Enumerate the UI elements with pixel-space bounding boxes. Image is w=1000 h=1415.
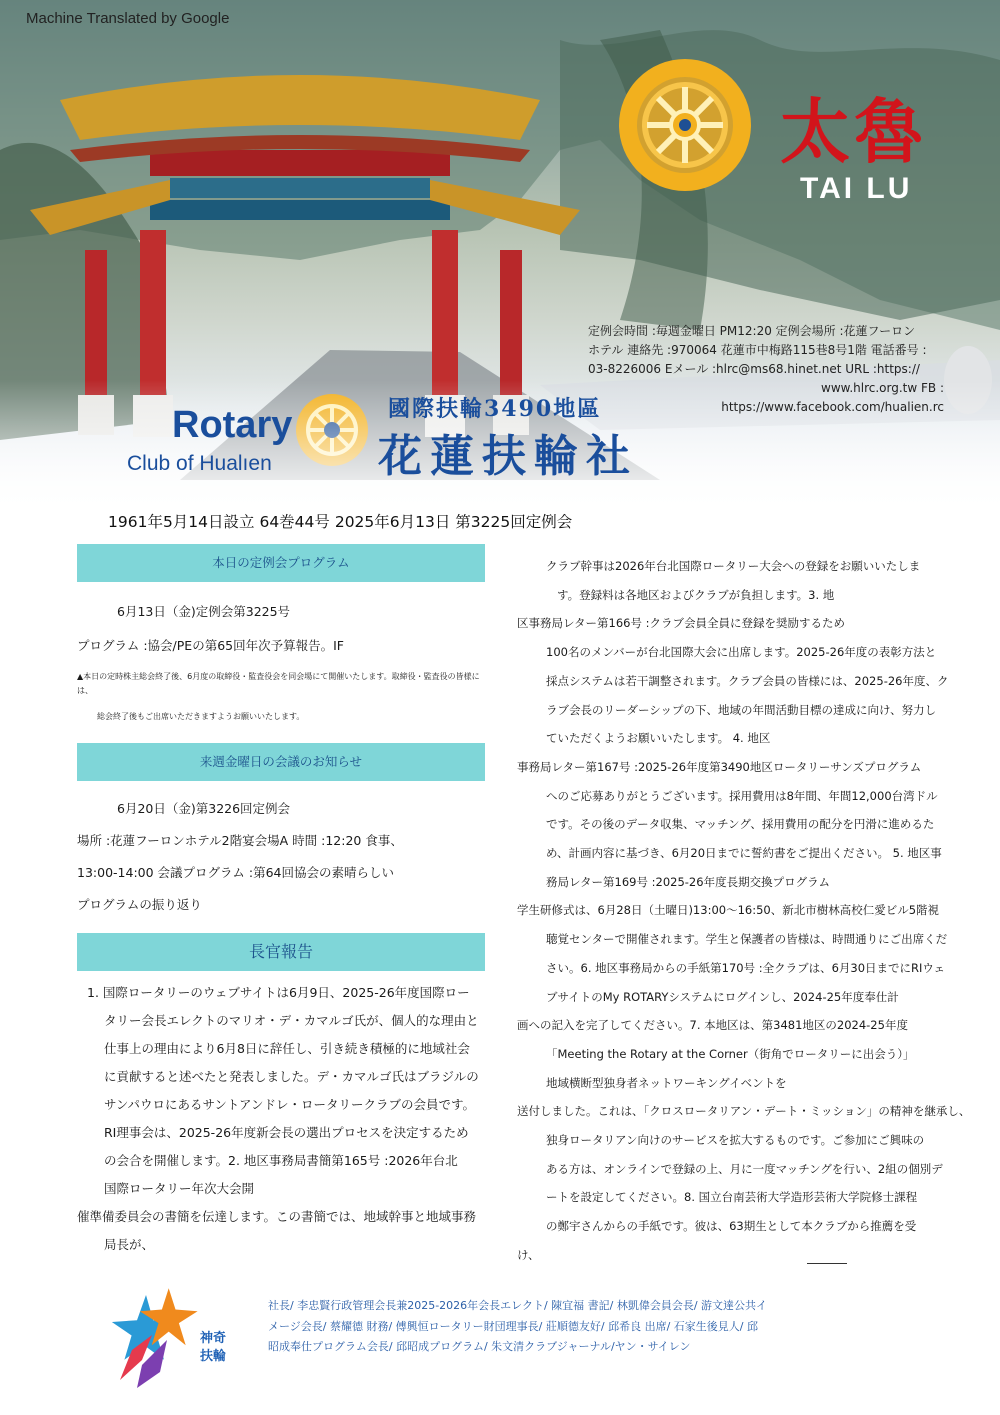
today-note: ▲本日の定時株主総会終了後、6月度の取締役・監査役会を同会場にて開催いたします。取締役・監査役の皆様には、 bbox=[77, 672, 480, 695]
newsletter-title-latin: TAI LU bbox=[800, 172, 913, 205]
newsletter-title-cjk: 太魯 bbox=[780, 90, 928, 173]
report-line: サンパウロにあるサントアンドレ・ロータリークラブの会員です。 bbox=[104, 1097, 476, 1112]
meeting-info-line: 定例会時間 :毎週金曜日 PM12:20 定例会場所 :花蓮フーロン bbox=[588, 324, 916, 338]
machine-translation-label: Machine Translated by Google bbox=[26, 10, 230, 27]
report-line: ラブ会長のリーダーシップの下、地域の年間活動目標の達成に向け、努力し bbox=[546, 702, 937, 717]
report-line: 画への記入を完了してください。7. 本地区は、第3481地区の2024-25年度 bbox=[517, 1018, 908, 1033]
report-line: 事務局レター第167号 :2025-26年度第3490地区ロータリーサンズプログラム bbox=[517, 759, 922, 774]
logo-text-line: 神奇 bbox=[200, 1331, 227, 1346]
meeting-info-line: ホテル 連絡先 :970064 花蓮市中梅路115巷8号1階 電話番号 : bbox=[588, 343, 927, 357]
report-line: 送付しました。これは、「クロスロータリアン・デート・ミッション」の精神を継承し、 bbox=[517, 1104, 971, 1119]
report-line: ートを設定してください。8. 国立台南芸術大学造形芸術大学院修士課程 bbox=[546, 1190, 918, 1205]
report-line: の鄭宇さんからの手紙です。彼は、63期生として本クラブから推薦を受 bbox=[546, 1219, 917, 1234]
report-line: タリー会長エレクトのマリオ・デ・カマルゴ氏が、個人的な理由と bbox=[104, 1013, 479, 1028]
report-line: 催準備委員会の書簡を伝達します。この書簡では、地域幹事と地域事務 bbox=[77, 1209, 477, 1224]
district-name: 國際扶輪3490地區 bbox=[388, 396, 602, 422]
report-line: 100名のメンバーが台北国際大会に出席します。2025-26年度の表彰方法と bbox=[546, 645, 937, 660]
report-line: け、 bbox=[517, 1247, 540, 1262]
issue-line: 1961年5月14日設立 64巻44号 2025年6月13日 第3225回定例会 bbox=[108, 513, 573, 531]
next-meeting-time: 13:00-14:00 会議プログラム :第64回協会の素晴らしい bbox=[77, 865, 394, 880]
section-header-governor-report: 長官報告 bbox=[77, 933, 485, 971]
left-column bbox=[77, 544, 485, 1259]
report-line: め、計画内容に基づき、6月20日までに誓約書をご提出ください。 5. 地区事 bbox=[546, 846, 942, 861]
report-line: さい。6. 地区事務局からの手紙第170号 :全クラブは、6月30日までにRIウェ bbox=[546, 960, 945, 975]
report-line: の会合を開催します。2. 地区事務局書簡第165号 :2026年台北 bbox=[104, 1153, 458, 1168]
report-line: 仕事上の理由により6月8日に辞任し、引き続き積極的に地域社会 bbox=[104, 1041, 470, 1056]
report-line: クラブ幹事は2026年台北国際ロータリー大会への登録をお願いいたしま bbox=[546, 559, 921, 573]
club-logo-rotary: Rotary bbox=[172, 404, 293, 446]
next-meeting-review: プログラムの振り返り bbox=[77, 897, 202, 912]
governor-report-body bbox=[77, 979, 485, 1259]
report-line: 独身ロータリアン向けのサービスを拡大するものです。ご参加にご興味の bbox=[546, 1133, 925, 1148]
magic-rotary-logo-text bbox=[200, 1330, 226, 1366]
divider bbox=[807, 1263, 847, 1264]
report-line: RI理事会は、2025-26年度新会長の選出プロセスを決定するため bbox=[104, 1125, 469, 1140]
rotary-wheel-logo-large bbox=[619, 59, 751, 191]
report-line: 国際ロータリー年次大会開 bbox=[104, 1181, 255, 1196]
officers-line: 社長/ 李忠賢行政管理会長兼2025-2026年会長エレクト/ 陳宜福 書記/ 林凱偉会員会長/ 游文達公共イ bbox=[268, 1299, 768, 1312]
officers-line: 昭成奉仕プログラム会長/ 邱昭成プログラム/ 朱文清クラブジャーナル/ヤン・サイレン bbox=[268, 1340, 691, 1353]
meeting-info-line: 03-8226006 Eメール :hlrc@ms68.hinet.net URL :https:// bbox=[588, 362, 920, 376]
report-line: に貢献すると述べたと発表しました。デ・カマルゴ氏はブラジルの bbox=[104, 1069, 479, 1084]
section-header-next-meeting: 来週金曜日の会議のお知らせ bbox=[77, 743, 485, 781]
next-meeting-date: 6月20日（金)第3226回定例会 bbox=[117, 801, 291, 816]
section-header-today-program: 本日の定例会プログラム bbox=[77, 544, 485, 582]
report-line: 区事務局レター第166号 :クラブ会員全員に登録を奨励するため bbox=[517, 616, 846, 631]
report-line: 学生研修式は、6月28日（土曜日)13:00〜16:50、新北市樹林高校仁愛ビル5階視 bbox=[517, 903, 940, 918]
meeting-info-line: https://www.facebook.com/hualien.rc bbox=[721, 400, 944, 414]
meeting-info-block bbox=[588, 322, 944, 417]
report-line: 採点システムは若干調整されます。クラブ会員の皆様には、2025-26年度、ク bbox=[546, 673, 949, 688]
today-program: プログラム :協会/PEの第65回年次予算報告。IF bbox=[77, 638, 344, 653]
report-line: ブサイトのMy ROTARYシステムにログインし、2024-25年度奉仕計 bbox=[546, 989, 899, 1004]
report-line: へのご応募ありがとうございます。採用費用は8年間、年間12,000台湾ドル bbox=[546, 788, 938, 803]
report-line: 「Meeting the Rotary at the Corner（街角でロータリーに出会う）」 bbox=[546, 1046, 915, 1061]
officers-list bbox=[268, 1296, 788, 1358]
report-line: ていただくようお願いいたします。 4. 地区 bbox=[546, 731, 771, 746]
club-logo-subtitle: Club of Hualıen bbox=[127, 452, 272, 475]
report-line: です。その後のデータ収集、マッチング、採用費用の配分を円滑に進めるた bbox=[546, 817, 935, 832]
report-line: 局長が、 bbox=[104, 1237, 155, 1252]
report-line: 務局レター第169号 :2025-26年度長期交換プログラム bbox=[546, 874, 830, 889]
header-banner bbox=[0, 0, 1000, 515]
meeting-info-line: www.hlrc.org.tw FB : bbox=[821, 381, 944, 395]
club-name-cjk: 花蓮扶輪社 bbox=[378, 431, 638, 482]
today-meeting-date: 6月13日（金)定例会第3225号 bbox=[117, 604, 291, 619]
report-line: 1. 国際ロータリーのウェブサイトは6月9日、2025-26年度国際ロー bbox=[87, 985, 470, 1000]
next-meeting-place: 場所 :花蓮フーロンホテル2階宴会場A 時間 :12:20 食事、 bbox=[77, 833, 403, 848]
officers-line: メージ会長/ 蔡耀德 財務/ 傅興恒ロータリー財団理事長/ 莊順德友好/ 邱希良 出席/ 石家生後見人/ 邱 bbox=[268, 1319, 758, 1333]
report-line: 地域横断型独身者ネットワーキングイベントを bbox=[546, 1075, 787, 1090]
report-line: ある方は、オンラインで登録の上、月に一度マッチングを行い、2組の個別デ bbox=[546, 1161, 943, 1176]
logo-text-line: 扶輪 bbox=[200, 1349, 227, 1364]
report-line: す。登録料は各地区およびクラブが負担します。3. 地 bbox=[557, 587, 835, 602]
report-line: 聴覚センターで開催されます。学生と保護者の皆様は、時間通りにご出席くだ bbox=[546, 932, 948, 947]
right-column bbox=[517, 552, 971, 1270]
today-note: 総会終了後もご出席いただきますようお願いいたします。 bbox=[97, 712, 305, 721]
